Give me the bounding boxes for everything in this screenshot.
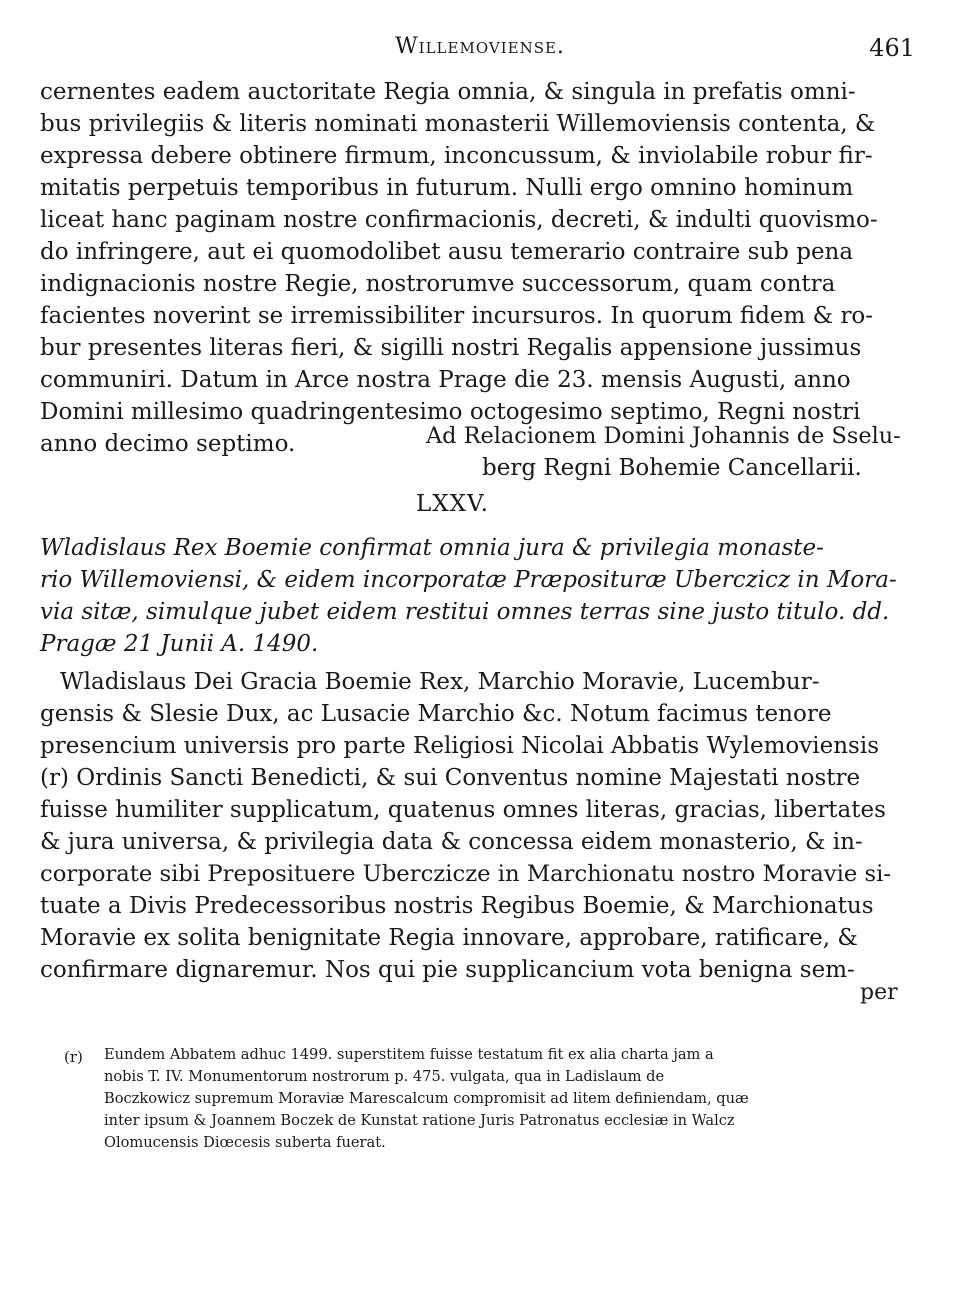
text-line: anno decimo septimo. <box>40 431 296 457</box>
summary-line: via sitæ, simulque jubet eidem restitui omnes terras sine justo titulo. dd. <box>40 599 890 625</box>
text-line: & jura universa, & privilegia data & concessa eidem monasterio, & in- <box>40 829 863 855</box>
text-line: bur presentes literas fieri, & sigilli nostri Regalis appensione jussimus <box>40 335 862 361</box>
footnote-marker: (r) <box>64 1048 83 1066</box>
running-header: Willemoviense. <box>395 34 565 59</box>
relation-line: Ad Relacionem Domini Johannis de Sselu- <box>426 423 901 449</box>
text-line: facientes noverint se irremissibiliter incursuros. In quorum fidem & ro- <box>40 303 874 329</box>
footnote-line: nobis T. IV. Monumentorum nostrorum p. 475. vulgata, qua in Ladislaum de <box>104 1068 665 1085</box>
text-line: Wladislaus Dei Gracia Boemie Rex, Marchio Moravie, Lucembur- <box>60 669 820 695</box>
section-number: LXXV. <box>416 491 489 517</box>
page-number: 461 <box>869 34 915 62</box>
text-line: tuate a Divis Predecessoribus nostris Regibus Boemie, & Marchionatus <box>40 893 874 919</box>
footnote-line: Eundem Abbatem adhuc 1499. superstitem fuisse testatum fit ex alia charta jam a <box>104 1046 714 1063</box>
summary-line: rio Willemoviensi, & eidem incorporatæ Præposituræ Uberczicz in Mora- <box>40 567 897 593</box>
summary-line: Wladislaus Rex Boemie confirmat omnia jura & privilegia monaste- <box>40 535 824 561</box>
text-line: cernentes eadem auctoritate Regia omnia, & singula in prefatis omni- <box>40 79 856 105</box>
text-line: (r) Ordinis Sancti Benedicti, & sui Conventus nomine Majestati nostre <box>40 765 861 791</box>
summary-line: Pragæ 21 Junii A. 1490. <box>40 631 319 657</box>
text-line: gensis & Slesie Dux, ac Lusacie Marchio &c. Notum facimus tenore <box>40 701 832 727</box>
text-line: fuisse humiliter supplicatum, quatenus omnes literas, gracias, libertates <box>40 797 886 823</box>
text-line: expressa debere obtinere firmum, inconcussum, & inviolabile robur fir- <box>40 143 873 169</box>
text-line: bus privilegiis & literis nominati monasterii Willemoviensis contenta, & <box>40 111 876 137</box>
text-line: indignacionis nostre Regie, nostrorumve successorum, quam contra <box>40 271 836 297</box>
text-line: communiri. Datum in Arce nostra Prage die 23. mensis Augusti, anno <box>40 367 851 393</box>
text-line: liceat hanc paginam nostre confirmacionis, decreti, & indulti quovismo- <box>40 207 878 233</box>
footnote-line: Boczkowicz supremum Moraviæ Marescalcum compromisit ad litem definiendam, quæ <box>104 1090 749 1107</box>
text-line: confirmare dignaremur. Nos qui pie supplicancium vota benigna sem- <box>40 957 855 983</box>
footnote-line: inter ipsum & Joannem Boczek de Kunstat ratione Juris Patronatus ecclesiæ in Walcz <box>104 1112 735 1129</box>
text-line: mitatis perpetuis temporibus in futurum. Nulli ergo omnino hominum <box>40 175 854 201</box>
text-line: Moravie ex solita benignitate Regia innovare, approbare, ratificare, & <box>40 925 858 951</box>
catchword: per <box>860 980 898 1005</box>
text-line: Domini millesimo quadringentesimo octogesimo septimo, Regni nostri <box>40 399 861 425</box>
footnote-line: Olomucensis Diœcesis suberta fuerat. <box>104 1134 386 1151</box>
relation-line: berg Regni Bohemie Cancellarii. <box>482 455 862 481</box>
text-line: corporate sibi Preposituere Uberczicze in Marchionatu nostro Moravie si- <box>40 861 892 887</box>
text-line: do infringere, aut ei quomodolibet ausu temerario contraire sub pena <box>40 239 854 265</box>
text-line: presencium universis pro parte Religiosi Nicolai Abbatis Wylemoviensis <box>40 733 880 759</box>
